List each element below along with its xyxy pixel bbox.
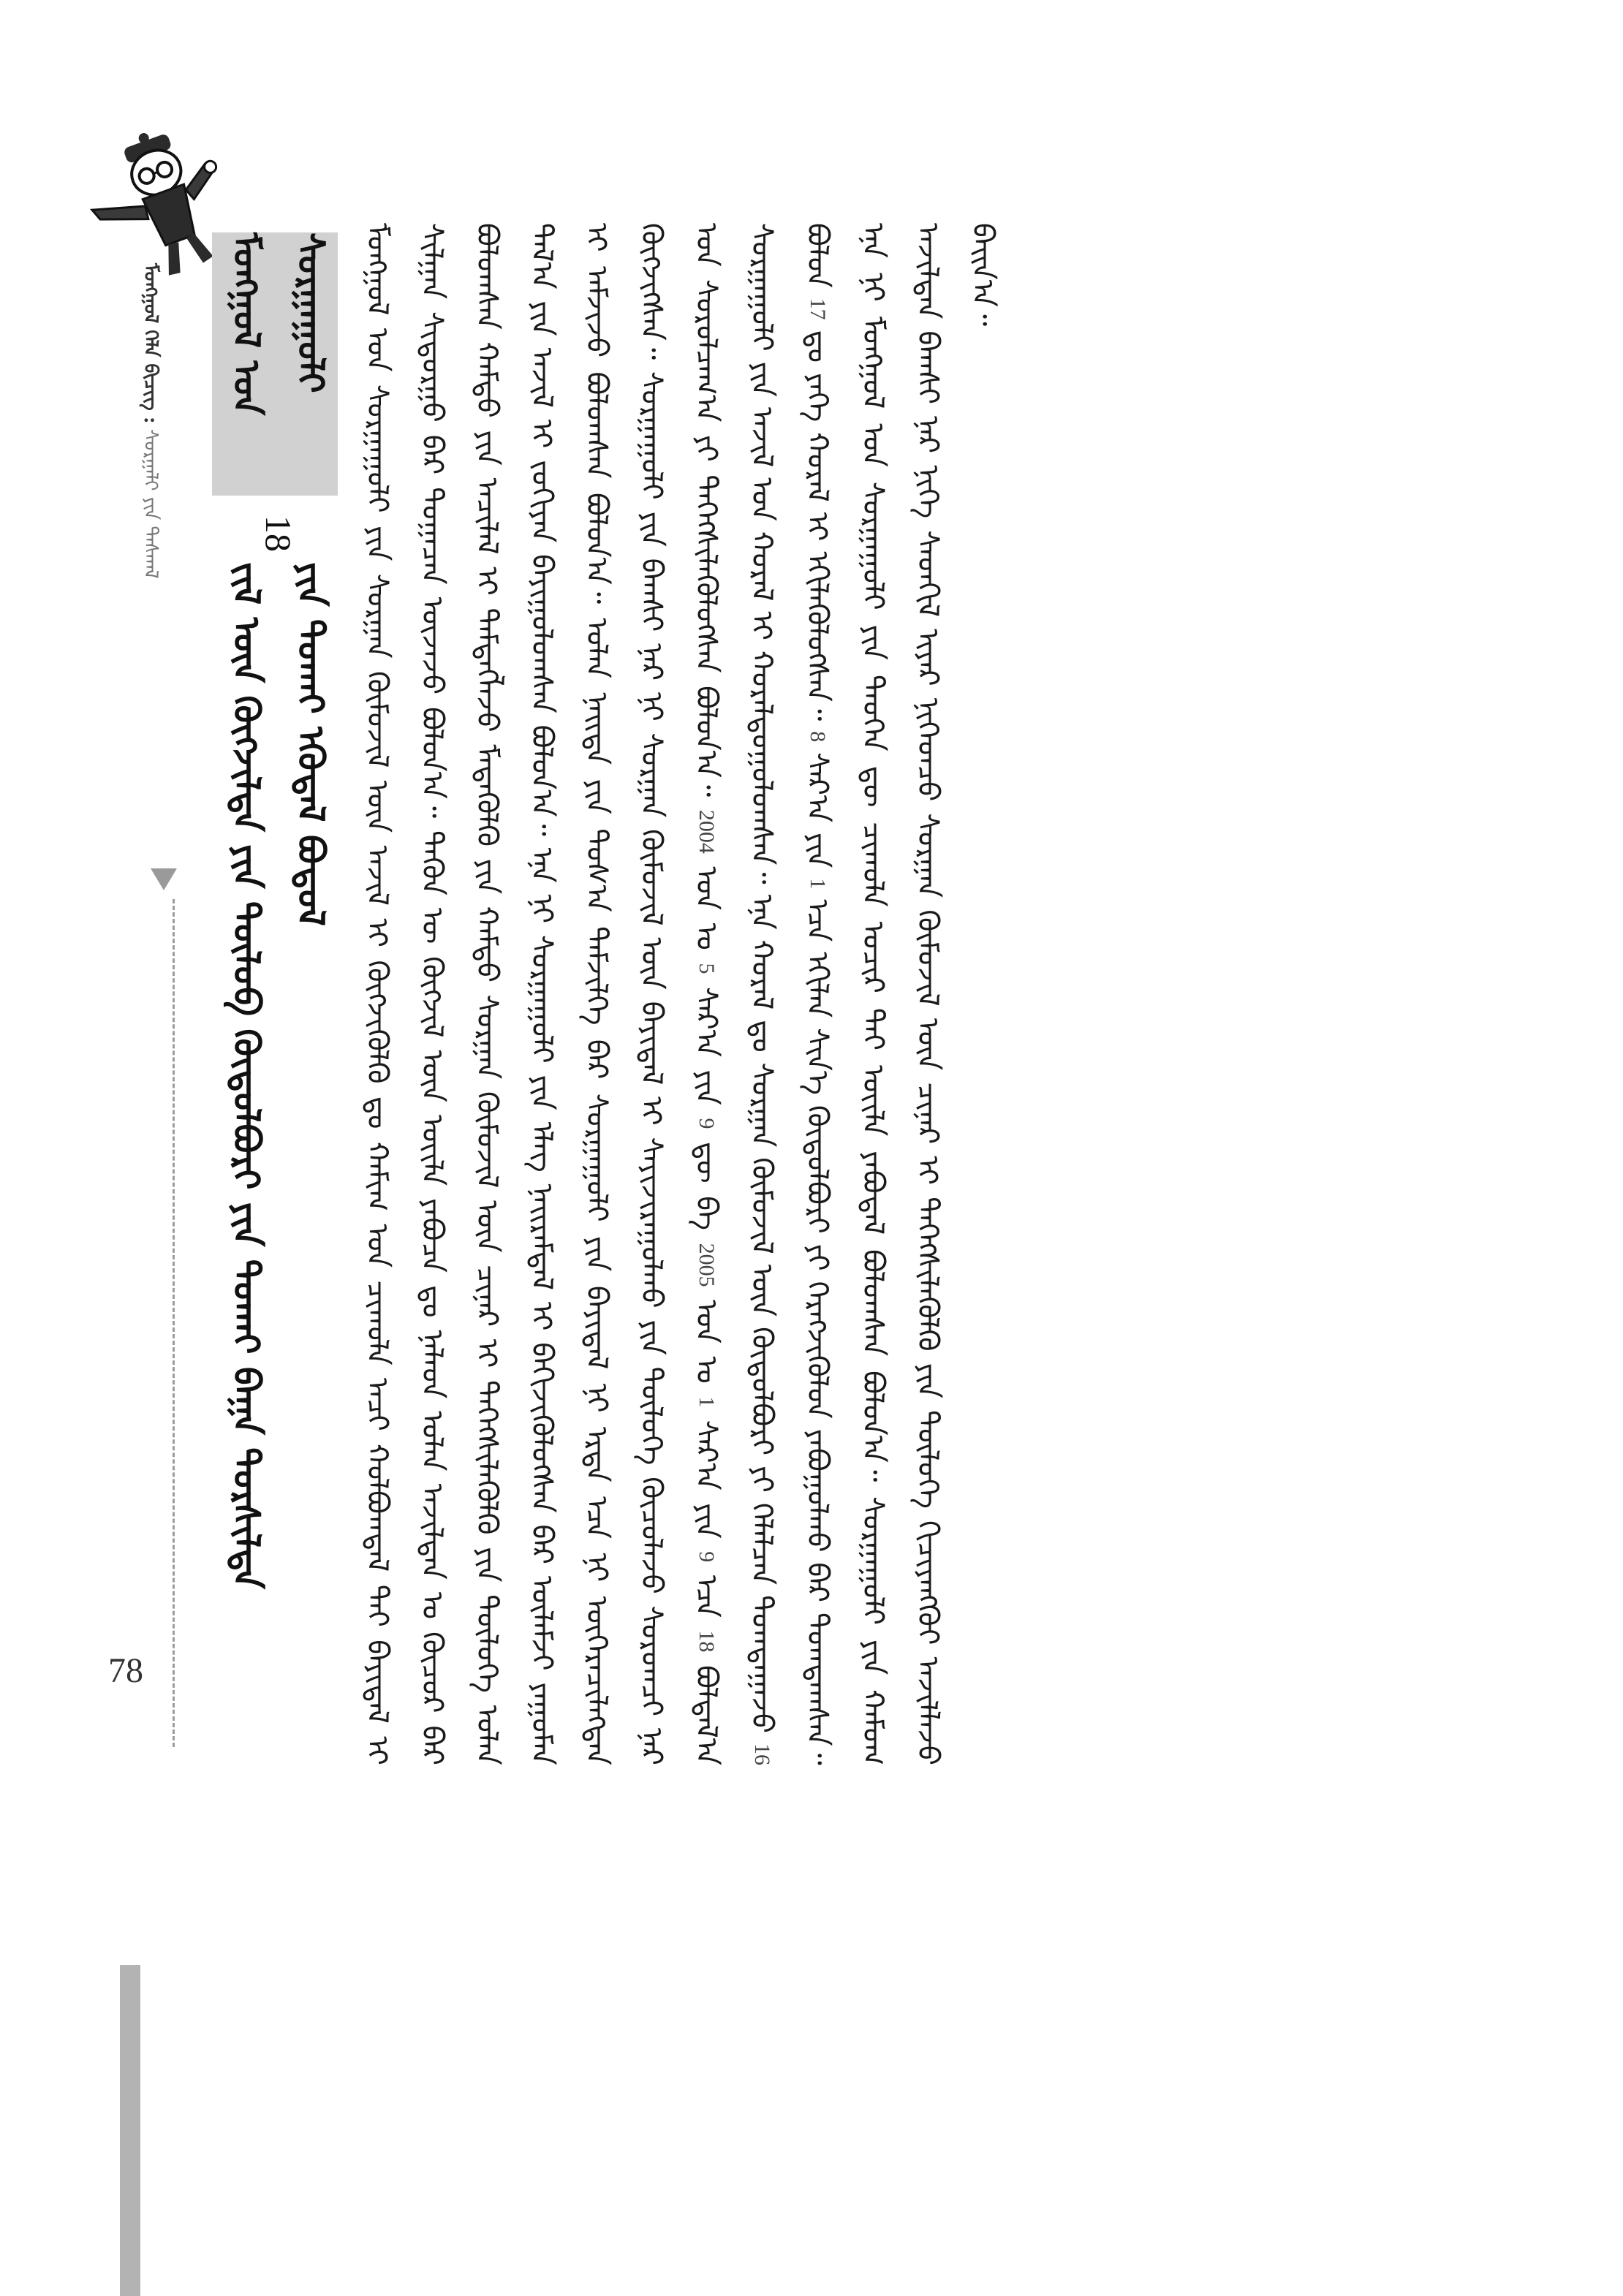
- body-number: 1: [806, 878, 830, 890]
- body-number: 9: [695, 1118, 719, 1129]
- article-title-part2: ᠵᠢᠯ ᠦᠨ ᠬᠥᠭᠵᠢᠯᠲᠡ ᠶᠢᠨ ᠲᠥᠯᠥᠪ ᠬᠥᠲᠥᠯᠪᠦᠷᠢ ᠶᠢᠨ ᠲᠤᠬᠠᠢ ᠪᠠᠭᠠ ᠲᠤᠷᠰᠢᠯᠲᠠ ᠶᠢᠨ ᠲᠤᠬᠠᠢ ᠡᠭᠦᠳᠡᠯ ᠪᠣᠳᠤᠯ: [225, 561, 333, 1589]
- body-text: ᠣᠨ ᠤ: [689, 1287, 723, 1397]
- running-head-separator: :: [140, 416, 162, 424]
- article-title-part1: ᠮᠣᠩᠭᠣᠯ ᠤᠨ ᠰᠤᠷᠭᠠᠭᠤᠯᠢ: [225, 232, 333, 416]
- body-number: 8: [806, 731, 830, 743]
- body-text: ᠳᠦ ᠪᠠ: [689, 1129, 723, 1243]
- body-number: 17: [806, 298, 830, 320]
- triangle-marker-icon: [151, 868, 177, 890]
- dashed-divider: [173, 899, 175, 1747]
- body-text: ᠪᠣᠯᠤᠨ: [801, 223, 834, 298]
- body-number: 2004: [695, 809, 719, 854]
- running-head-sub: ᠰᠤᠷᠭᠠᠯᠢ ᠶᠢᠨ ᠳᠠᠰᠬᠠᠯ: [140, 429, 162, 579]
- body-paragraph: [349, 223, 1010, 1765]
- body-number: 9: [695, 1551, 719, 1563]
- body-number: 5: [695, 963, 719, 974]
- body-number: 2005: [695, 1243, 719, 1287]
- body-text: ᠰᠠᠷ᠎ᠠ ᠶᠢᠨ: [801, 742, 834, 879]
- article-title-number: 18: [258, 515, 299, 552]
- body-number: 16: [750, 1743, 774, 1765]
- running-head: [132, 263, 170, 863]
- body-number: 18: [695, 1630, 719, 1653]
- running-head-main: ᠮᠣᠩᠭᠣᠯ ᠬᠡᠯᠡ ᠪᠢᠴᠢᠭ: [140, 263, 162, 411]
- body-text: ᠮᠣᠩᠭᠣᠯ ᠤᠨ ᠰᠤᠷᠭᠠᠭᠤᠯᠢ ᠶᠢᠨ ᠰᠤᠷᠭᠠᠨ ᠬᠦᠮᠦᠵᠢᠯ ᠦᠨ ᠠᠵᠢᠯ ᠢ ᠬᠥᠭᠵᠢᠭᠦᠯᠬᠦ ᠳᠤ ᠬᠠᠮᠢᠭ ᠤᠨ ᠴᠢᠬᠤᠯᠠ ᠠᠴᠢ ᠬᠣᠯᠪᠣᠭᠳᠠᠯ ᠲᠠᠢ ᠪᠠᠶᠢᠳᠠᠯ ᠢ ᠰᠢᠯᠭᠠᠨ ᠰᠢᠳᠤᠷᠭᠤ ᠪᠡᠷ ᠲᠣᠭᠠᠴᠠᠨ ᠦᠵᠡᠵᠦ ᠪᠣᠯᠤᠨ᠎ᠠ᠃ ᠲᠡᠭᠦᠨ ᠦ ᠬᠥᠭᠵᠢᠯ ᠦᠨ ᠦᠢᠯᠡ ᠶᠠᠪᠤᠴᠠ ᠳᠤ ᠨᠡᠯᠡᠳ ᠣᠯᠠᠨ ᠠᠵᠢᠯᠲᠠᠨ ᠤ ᠬᠦᠴᠦᠷ ᠪᠡᠷ ᠪᠣᠯᠤᠭᠰᠠᠨ ᠬᠠᠮᠲᠤ ᠶᠢᠨ ᠠᠴᠢᠯᠠᠯ ᠢ ᠲᠡᠮᠳᠡᠭᠯᠡᠵᠦ ᠮᠡᠳᠡᠭᠦᠯᠬᠦ ᠶᠢᠨ ᠬᠠᠮᠲᠤ ᠰᠤᠷᠭᠠᠨ ᠬᠦᠮᠦᠵᠢᠯ ᠦᠨ ᠴᠢᠨᠠᠷ ᠢ ᠳᠡᠭᠡᠭᠰᠢᠯᠡᠭᠦᠯᠬᠦ ᠶᠢᠨ ᠲᠥᠯᠥᠭᠡ ᠣᠯᠠᠨ ᠲᠠᠯ᠎ᠠ ᠶᠢᠨ ᠠᠵᠢᠯ ᠢ ᠵᠣᠬᠢᠶᠠᠨ ᠪᠠᠶᠢᠭᠤᠯᠤᠭᠰᠠᠨ ᠪᠣᠯᠤᠨ᠎ᠠ᠃ ᠡᠨᠡ ᠨᠢ ᠰᠤᠷᠭᠠᠭᠤᠯᠢ ᠶᠢᠨ ᠡᠯᠡᠭ ᠨᠠᠢᠷᠠᠮᠳᠠᠯ ᠢ ᠪᠡᠬᠢᠵᠢᠭᠦᠯᠦᠭᠰᠡᠨ ᠪᠡᠷ ᠦᠯᠡᠮᠵᠢ ᠶᠠᠭᠤᠮᠠᠨ ᠢ ᠠᠮᠵᠢᠵᠤ ᠪᠣᠯᠤᠭᠰᠠᠨ ᠪᠣᠯᠤᠨ᠎ᠠ᠃ ᠣᠯᠠᠨ ᠨᠡᠢᠲᠡ ᠶᠢᠨ ᠲᠤᠰ᠎ᠠ ᠳᠡᠮᠵᠢᠯᠭᠡ ᠪᠡᠷ ᠰᠤᠷᠭᠠᠭᠤᠯᠢ ᠶᠢᠨ ᠪᠠᠶᠢᠳᠠᠯ ᠨᠢ ᠡᠷᠲᠡ ᠡᠴᠡ ᠨᠢ ᠥᠭᠡᠷᠡᠴᠢᠯᠡᠭᠳᠡᠨ ᠬᠥᠭᠵᠢᠭᠰᠡᠨ᠃ ᠰᠤᠷᠭᠠᠭᠤᠯᠢ ᠶᠢᠨ ᠪᠠᠭᠰᠢ ᠨᠠᠷ ᠨᠢ ᠰᠤᠷᠭᠠᠨ ᠬᠦᠮᠦᠵᠢᠯ ᠦᠨ ᠪᠠᠶᠢᠳᠠᠯ ᠢ ᠰᠠᠶᠢᠵᠢᠷᠠᠭᠤᠯᠬᠤ ᠶᠢᠨ ᠲᠥᠯᠥᠭᠡ ᠬᠦᠴᠦᠯᠡᠵᠦ ᠰᠤᠷᠤᠭᠴᠢ ᠨᠠᠷ ᠤᠨ ᠰᠤᠷᠤᠯᠴᠠᠭ᠎ᠠ ᠶᠢ ᠳᠡᠭᠡᠭᠰᠢᠯᠡᠭᠦᠯᠦᠭᠰᠡᠨ ᠪᠣᠯᠤᠨ᠎ᠠ᠃: [360, 223, 723, 1765]
- body-text: ᠳᠤ ᠶᠡᠬᠡ ᠬᠤᠷᠠᠯ ᠢ ᠡᠬᠢᠯᠡᠭᠦᠯᠦᠭᠰᠡᠨ᠃: [801, 319, 834, 732]
- body-text: ᠡᠴᠡ: [689, 1562, 723, 1631]
- article-title: [225, 232, 333, 1636]
- article-body: [349, 223, 1461, 1765]
- body-number: 1: [695, 1396, 719, 1408]
- body-text: ᠡᠴᠡ ᠡᠬᠢᠯᠡᠨ ᠰᠢᠨ᠎ᠡ ᠬᠥᠲᠥᠯᠪᠦᠷᠢ ᠶᠢ ᠬᠡᠷᠡᠭᠵᠢᠭᠦᠯᠦᠨ ᠶᠠᠪᠤᠭᠤᠯᠬᠤ ᠪᠡᠷ ᠲᠣᠭᠲᠠᠭᠰᠠᠨ᠃ ᠡᠨᠡ ᠨᠢ ᠮᠣᠩᠭᠣᠯ ᠤᠨ ᠰᠤᠷᠭᠠᠭᠤᠯᠢ ᠶᠢᠨ ᠲᠡᠦᠬᠡᠨ ᠳᠦ ᠴᠢᠬᠤᠯᠠ ᠤᠴᠢᠷ ᠲᠠᠢ ᠦᠢᠯᠡ ᠶᠠᠪᠤᠳᠠᠯ ᠪᠣᠯᠤᠭᠰᠠᠨ ᠪᠣᠯᠤᠨ᠎ᠠ᠃ ᠰᠤᠷᠭᠠᠭᠤᠯᠢ ᠶᠢᠨ ᠬᠠᠮᠤᠭ ᠠᠵᠢᠯᠲᠠᠨ ᠪᠠᠭᠰᠢ ᠨᠠᠷ ᠨᠢᠭᠡ ᠰᠡᠳᠬᠢᠯ ᠢᠶᠡᠷ ᠨᠢᠭᠡᠳᠴᠦ ᠰᠤᠷᠭᠠᠨ ᠬᠦᠮᠦᠵᠢᠯ ᠦᠨ ᠴᠢᠨᠠᠷ ᠢ ᠳᠡᠭᠡᠭᠰᠢᠯᠡᠭᠦᠯᠬᠦ ᠶᠢᠨ ᠲᠥᠯᠥᠭᠡ ᠬᠢᠴᠢᠶᠡᠩᠭᠦᠢ ᠠᠵᠢᠯᠯᠠᠵᠤ ᠪᠠᠢᠨ᠎ᠠ᠃: [801, 223, 999, 1765]
- margin-tab: [120, 1965, 140, 2296]
- body-text: ᠪᠣᠯᠲᠠᠯ᠎ᠠ ᠰᠤᠷᠭᠠᠭᠤᠯᠢ ᠶᠢᠨ ᠠᠵᠢᠯ ᠤᠨ ᠬᠤᠷᠠᠯ ᠢ ᠬᠤᠷᠠᠯᠳᠤᠭᠤᠯᠤᠭᠰᠠᠨ᠃ ᠡᠨᠡ ᠬᠤᠷᠠᠯ ᠳᠤ ᠰᠤᠷᠭᠠᠨ ᠬᠦᠮᠦᠵᠢᠯ ᠦᠨ ᠬᠥᠲᠥᠯᠪᠦᠷᠢ ᠶᠢ ᠬᠡᠯᠡᠯᠴᠡᠨ ᠲᠣᠭᠲᠠᠭᠠᠵᠤ: [689, 223, 779, 1765]
- body-text: ᠰᠠᠷ᠎ᠠ ᠶᠢᠨ: [689, 1407, 723, 1552]
- body-text: ᠣᠨ ᠤ: [689, 853, 723, 963]
- body-text: ᠰᠠᠷ᠎ᠠ ᠶᠢᠨ: [689, 974, 723, 1118]
- page-number: 78: [108, 1651, 143, 1690]
